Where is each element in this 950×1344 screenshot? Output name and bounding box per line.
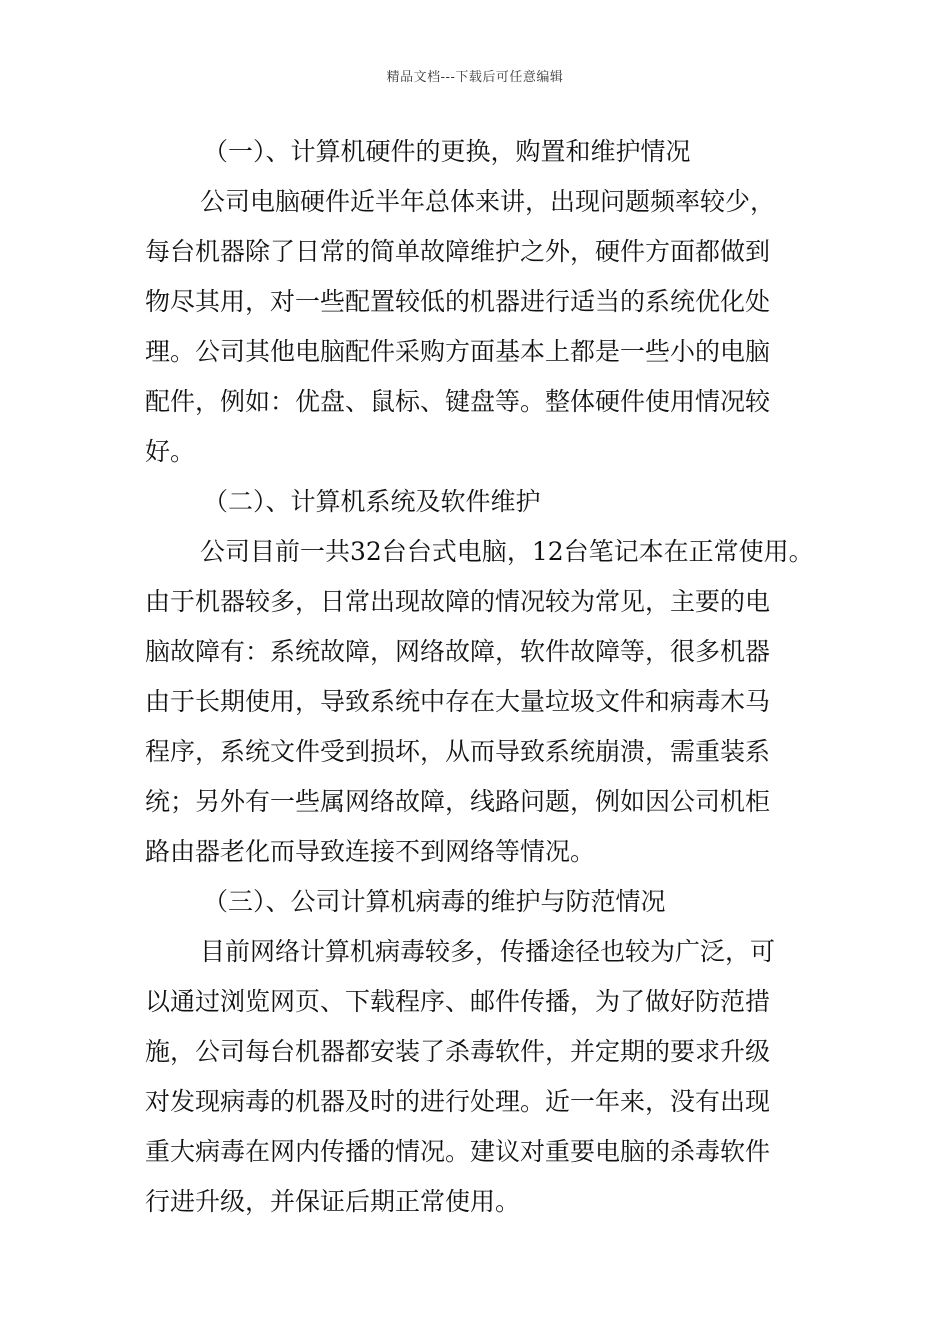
section-heading-1: （一）、计算机硬件的更换，购置和维护情况 <box>203 137 691 166</box>
paragraph-line: 每台机器除了日常的简单故障维护之外，硬件方面都做到 <box>145 237 771 266</box>
paragraph-line: 脑故障有：系统故障，网络故障，软件故障等，很多机器 <box>145 637 771 666</box>
document-body <box>145 127 815 1227</box>
paragraph-line: 公司目前一共32台台式电脑，12台笔记本在正常使用。 <box>200 537 814 566</box>
paragraph-line: 配件，例如：优盘、鼠标、键盘等。整体硬件使用情况较 <box>145 387 771 416</box>
paragraph-line: 物尽其用，对一些配置较低的机器进行适当的系统优化处 <box>145 287 771 316</box>
paragraph-line: 行进升级，并保证后期正常使用。 <box>145 1187 521 1216</box>
paragraph-line: 重大病毒在网内传播的情况。建议对重要电脑的杀毒软件 <box>145 1137 771 1166</box>
section-heading-3: （三）、公司计算机病毒的维护与防范情况 <box>203 887 666 916</box>
paragraph-line: 程序，系统文件受到损坏，从而导致系统崩溃，需重装系 <box>145 737 771 766</box>
paragraph-line: 由于长期使用，导致系统中存在大量垃圾文件和病毒木马 <box>145 687 771 716</box>
paragraph-line: 施，公司每台机器都安装了杀毒软件，并定期的要求升级 <box>145 1037 771 1066</box>
paragraph-line: 公司电脑硬件近半年总体来讲，出现问题频率较少， <box>200 187 776 216</box>
section-heading-2: （二）、计算机系统及软件维护 <box>203 487 541 516</box>
paragraph-line: 好。 <box>145 437 196 466</box>
page-header: 精品文档---下载后可任意编辑 <box>386 70 564 85</box>
paragraph-line: 以通过浏览网页、下载程序、邮件传播，为了做好防范措 <box>145 987 771 1016</box>
paragraph-line: 统；另外有一些属网络故障，线路问题，例如因公司机柜 <box>145 787 771 816</box>
paragraph-line: 由于机器较多，日常出现故障的情况较为常见，主要的电 <box>145 587 771 616</box>
paragraph-line: 路由器老化而导致连接不到网络等情况。 <box>145 837 596 866</box>
paragraph-line: 理。公司其他电脑配件采购方面基本上都是一些小的电脑 <box>145 337 771 366</box>
paragraph-line: 目前网络计算机病毒较多，传播途径也较为广泛，可 <box>200 937 776 966</box>
paragraph-line: 对发现病毒的机器及时的进行处理。近一年来，没有出现 <box>145 1087 771 1116</box>
